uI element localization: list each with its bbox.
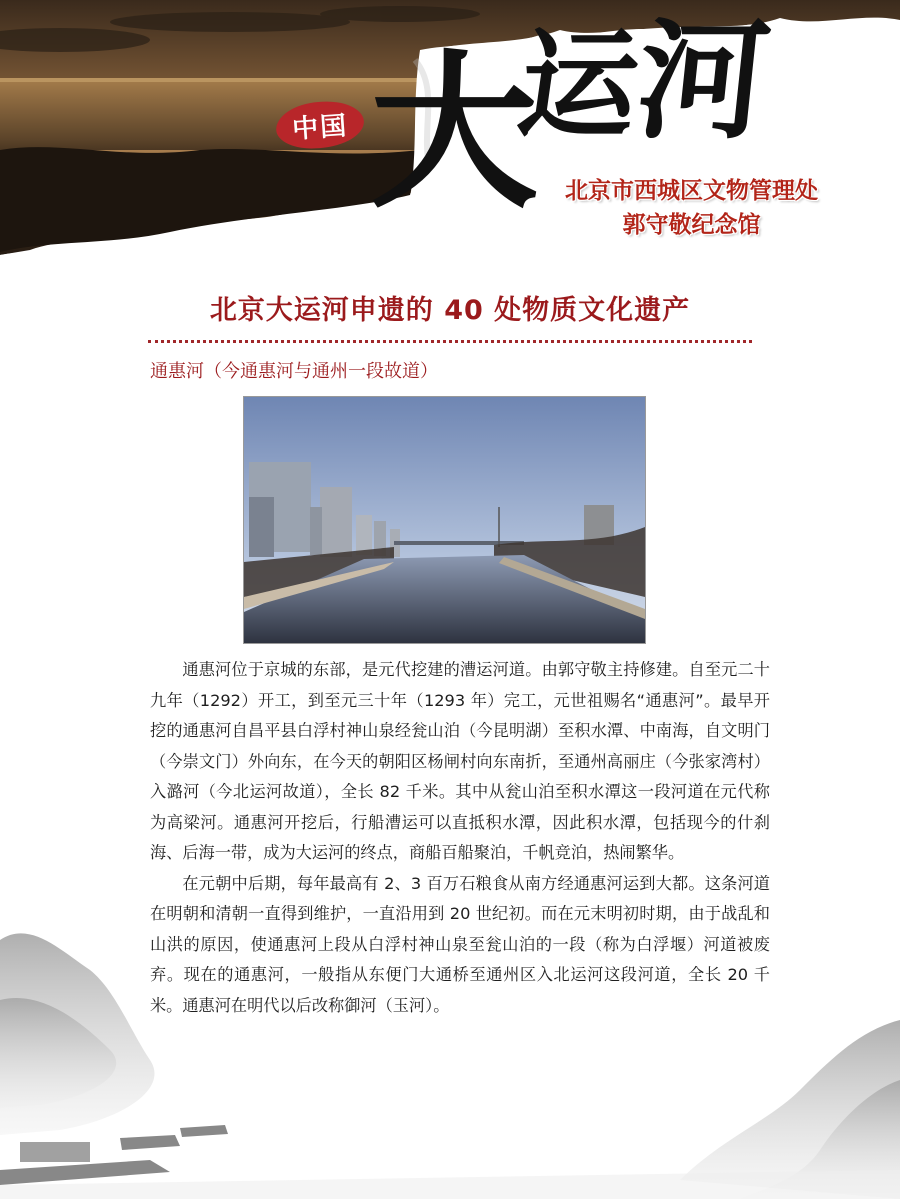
china-seal-stamp: 中国 bbox=[275, 99, 366, 151]
org-line-2: 郭守敬纪念馆 bbox=[622, 212, 761, 238]
canal-city-skyline-image bbox=[244, 397, 645, 643]
page-title: 北京大运河申遗的 40 处物质文化遗产 bbox=[209, 295, 691, 326]
header-banner bbox=[0, 0, 900, 260]
paragraph: 在元朝中后期，每年最高有 2、3 百万石粮食从南方经通惠河运到大都。这条河道在明朝和清朝一直得到维护，一直沿用到 20 世纪初。而在元末明初时期，由于战乱和山洪的原因，使通惠河上段从白浮村神山泉至瓮山泊的一段（称为白浮堰）河道被废弃。现在的通惠河，一般指从东便门大通桥至通州区入北运河这段河道，全长 20 千米。通惠河在明代以后改称御河（玉河）。 bbox=[150, 873, 770, 1015]
article-body bbox=[150, 655, 770, 1021]
paragraph: 通惠河位于京城的东部，是元代挖建的漕运河道。由郭守敬主持修建。自至元二十九年（1292）开工，到至元三十年（1293 年）完工，元世祖赐名“通惠河”。最早开挖的通惠河自昌平县白浮村神山泉经瓮山泊（今昆明湖）至积水潭、中南海，自文明门（今崇文门）外向东，在今天的朝阳区杨闸村向东南折，至通州高丽庄（今张家湾村）入潞河（今北运河故道），全长 82 千米。其中从瓮山泊至积水潭这一段河道在元代称为高梁河。通惠河开挖后，行船漕运可以直抵积水潭，因此积水潭，包括现今的什刹海、后海一带，成为大运河的终点，商船百船聚泊，千帆竞泊，热闹繁华。 bbox=[150, 660, 770, 862]
title-char-da: 大 bbox=[370, 33, 538, 231]
organization-credit bbox=[565, 174, 818, 242]
canal-photo bbox=[243, 396, 646, 644]
dotted-divider bbox=[148, 340, 752, 343]
org-line-1: 北京市西城区文物管理处 bbox=[565, 178, 818, 204]
title-char-yun: 运 bbox=[510, 15, 648, 154]
section-heading: 通惠河（今通惠河与通州一段故道） bbox=[150, 361, 438, 382]
title-char-he: 河 bbox=[630, 4, 777, 157]
